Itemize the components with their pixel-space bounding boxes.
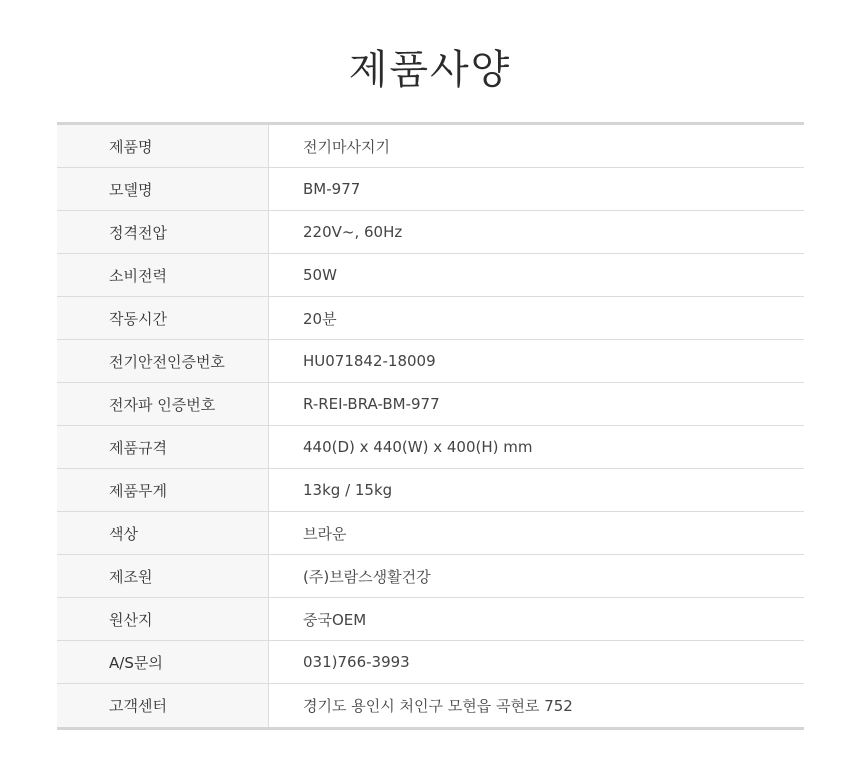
- spec-value: 전기마사지기: [269, 125, 804, 167]
- spec-label: 제품명: [57, 125, 269, 167]
- spec-row-dimensions: [57, 426, 804, 469]
- spec-label: 색상: [57, 512, 269, 554]
- spec-label: 원산지: [57, 598, 269, 640]
- spec-label: 작동시간: [57, 297, 269, 339]
- spec-row-power-consumption: [57, 254, 804, 297]
- spec-row-operating-time: [57, 297, 804, 340]
- spec-value: 220V~, 60Hz: [269, 211, 804, 253]
- spec-label: 정격전압: [57, 211, 269, 253]
- spec-label: 전자파 인증번호: [57, 383, 269, 425]
- spec-row-origin: [57, 598, 804, 641]
- spec-value: 50W: [269, 254, 804, 296]
- spec-row-as-inquiry: [57, 641, 804, 684]
- spec-row-customer-center: [57, 684, 804, 727]
- spec-row-emc-cert: [57, 383, 804, 426]
- page-title: 제품사양: [348, 47, 512, 93]
- spec-row-model-name: [57, 168, 804, 211]
- spec-row-rated-voltage: [57, 211, 804, 254]
- spec-value: BM-977: [269, 168, 804, 210]
- spec-row-product-name: [57, 125, 804, 168]
- spec-row-electrical-safety-cert: [57, 340, 804, 383]
- spec-value: 경기도 용인시 처인구 모현읍 곡현로 752: [269, 684, 804, 727]
- spec-label: 제품규격: [57, 426, 269, 468]
- spec-value: 중국OEM: [269, 598, 804, 640]
- spec-label: 고객센터: [57, 684, 269, 727]
- spec-row-color: [57, 512, 804, 555]
- spec-label: 전기안전인증번호: [57, 340, 269, 382]
- spec-row-weight: [57, 469, 804, 512]
- spec-label: 소비전력: [57, 254, 269, 296]
- spec-value: 13kg / 15kg: [269, 469, 804, 511]
- spec-row-manufacturer: [57, 555, 804, 598]
- spec-label: 제품무게: [57, 469, 269, 511]
- spec-value: HU071842-18009: [269, 340, 804, 382]
- spec-value: 브라운: [269, 512, 804, 554]
- spec-label: 제조원: [57, 555, 269, 597]
- spec-value: 440(D) x 440(W) x 400(H) mm: [269, 426, 804, 468]
- spec-value: (주)브람스생활건강: [269, 555, 804, 597]
- spec-table: [57, 122, 804, 730]
- spec-label: A/S문의: [57, 641, 269, 683]
- spec-value: R-REI-BRA-BM-977: [269, 383, 804, 425]
- spec-value: 031)766-3993: [269, 641, 804, 683]
- spec-label: 모델명: [57, 168, 269, 210]
- spec-value: 20분: [269, 297, 804, 339]
